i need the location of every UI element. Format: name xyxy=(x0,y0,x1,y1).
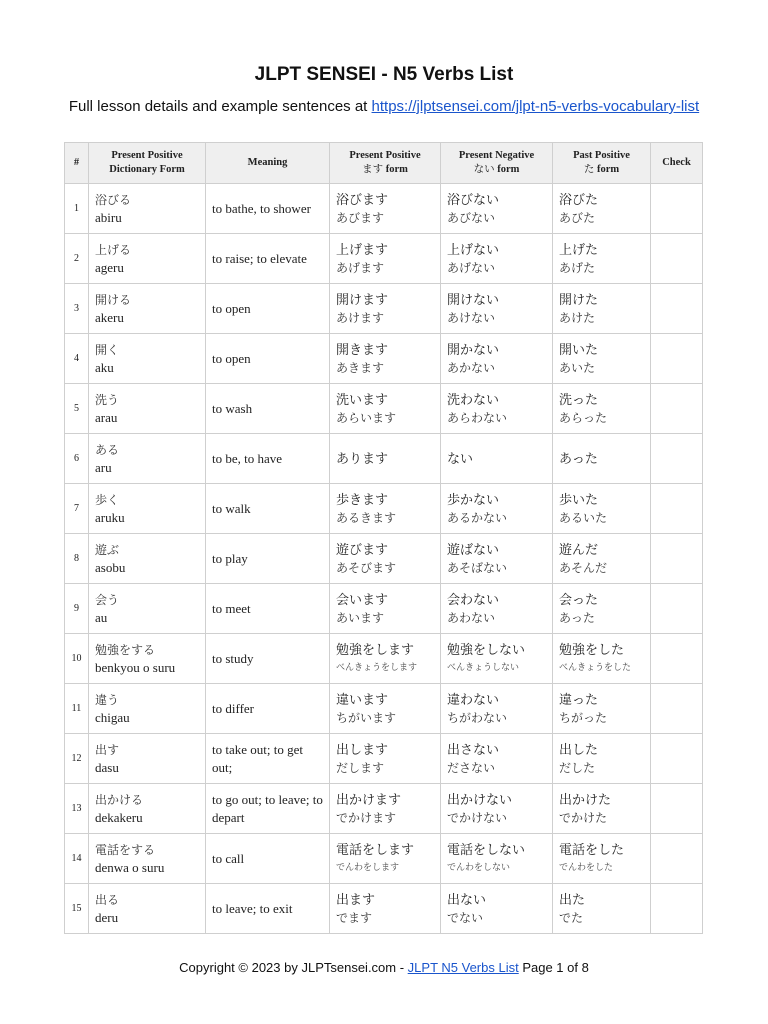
row-number: 10 xyxy=(65,634,89,684)
nai-form-cell xyxy=(441,484,553,534)
meaning-cell: to go out; to leave; to depart xyxy=(206,784,330,834)
header-meaning: Meaning xyxy=(206,143,330,184)
nai-form-kanji: 遊ばない xyxy=(447,541,500,557)
nai-form-cell xyxy=(441,184,553,234)
masu-form-kana: だします xyxy=(336,760,385,775)
table-row xyxy=(65,234,703,284)
check-cell[interactable] xyxy=(651,184,703,234)
masu-form-cell xyxy=(330,634,441,684)
verb-kanji: 上げる xyxy=(95,242,132,257)
verb-kanji: 出す xyxy=(95,742,120,757)
dictionary-form-cell xyxy=(89,484,206,534)
masu-form-kanji: 会います xyxy=(336,591,389,607)
verb-kanji: 浴びる xyxy=(95,192,132,207)
lesson-link[interactable]: https://jlptsensei.com/jlpt-n5-verbs-vocabulary-list xyxy=(371,98,700,115)
dictionary-form-cell xyxy=(89,834,206,884)
ta-form-cell xyxy=(553,584,651,634)
ta-form-cell xyxy=(553,784,651,834)
ta-form-kana: ちがった xyxy=(559,710,608,725)
verb-kanji: 電話をする xyxy=(95,842,156,857)
page-title: JLPT SENSEI - N5 Verbs List xyxy=(254,64,514,85)
page-footer xyxy=(0,960,768,975)
masu-form-cell xyxy=(330,334,441,384)
meaning-cell: to open xyxy=(206,334,330,384)
nai-form-kana: ださない xyxy=(447,760,496,775)
masu-form-cell xyxy=(330,284,441,334)
ta-form-kanji: 浴びた xyxy=(559,191,599,207)
table-row xyxy=(65,684,703,734)
verb-kanji: 開く xyxy=(95,342,120,357)
ta-form-kanji: 開いた xyxy=(559,341,599,357)
nai-form-cell xyxy=(441,684,553,734)
nai-form-kana: あらわない xyxy=(447,410,508,425)
table-row xyxy=(65,484,703,534)
table-row xyxy=(65,334,703,384)
verb-kanji: 勉強をする xyxy=(95,642,156,657)
verb-romaji: dasu xyxy=(95,759,119,775)
dictionary-form-cell xyxy=(89,384,206,434)
masu-form-cell xyxy=(330,584,441,634)
ta-form-kanji: 洗った xyxy=(559,391,599,407)
masu-form-kana: でかけます xyxy=(336,810,397,825)
meaning-cell: to wash xyxy=(206,384,330,434)
ta-form-kanji: 電話をした xyxy=(559,841,625,857)
masu-form-kana: あらいます xyxy=(336,410,397,425)
verb-romaji: asobu xyxy=(95,559,126,575)
row-number: 9 xyxy=(65,584,89,634)
table-row xyxy=(65,634,703,684)
header-num: # xyxy=(65,143,89,184)
nai-form-kanji: 違わない xyxy=(447,691,500,707)
ta-form-kanji: あった xyxy=(559,450,598,466)
nai-form-kanji: 洗わない xyxy=(447,391,500,407)
masu-form-cell xyxy=(330,834,441,884)
ta-form-kana: あいた xyxy=(559,360,596,375)
masu-form-kanji: 浴びます xyxy=(336,191,389,207)
ta-form-kana: あった xyxy=(559,610,595,625)
ta-form-kanji: 違った xyxy=(559,691,599,707)
verb-kanji: ある xyxy=(95,442,120,457)
verb-romaji: akeru xyxy=(95,309,124,325)
dictionary-form-cell xyxy=(89,684,206,734)
check-cell[interactable] xyxy=(651,434,703,484)
ta-form-cell xyxy=(553,634,651,684)
ta-form-cell xyxy=(553,534,651,584)
check-cell[interactable] xyxy=(651,484,703,534)
verb-kanji: 出る xyxy=(95,892,120,907)
table-row xyxy=(65,784,703,834)
ta-form-kana: あげた xyxy=(559,260,596,275)
header-row xyxy=(65,143,703,184)
masu-form-kana: あびます xyxy=(336,210,385,225)
nai-form-cell xyxy=(441,234,553,284)
masu-form-cell xyxy=(330,534,441,584)
verb-kanji: 遊ぶ xyxy=(95,542,120,557)
ta-form-kana: あびた xyxy=(559,210,596,225)
check-cell[interactable] xyxy=(651,784,703,834)
row-number: 3 xyxy=(65,284,89,334)
nai-form-kanji: 歩かない xyxy=(447,491,500,507)
dictionary-form-cell xyxy=(89,734,206,784)
nai-form-kanji: 出ない xyxy=(447,891,487,907)
nai-form-cell xyxy=(441,784,553,834)
masu-form-kana: でんわをします xyxy=(336,862,400,873)
ta-form-kana: でた xyxy=(559,910,584,925)
nai-form-kana: ちがわない xyxy=(447,710,508,725)
row-number: 6 xyxy=(65,434,89,484)
verb-kanji: 違う xyxy=(95,692,120,707)
ta-form-cell xyxy=(553,884,651,934)
nai-form-cell xyxy=(441,884,553,934)
verb-kanji: 会う xyxy=(95,592,120,607)
footer-page: Page 1 of 8 xyxy=(518,960,589,975)
masu-form-cell xyxy=(330,684,441,734)
ta-form-cell xyxy=(553,834,651,884)
nai-form-kanji: ない xyxy=(447,450,474,466)
footer-copyright: Copyright © 2023 by JLPTsensei.com - xyxy=(179,960,408,975)
table-row xyxy=(65,384,703,434)
masu-form-cell xyxy=(330,384,441,434)
masu-form-kana: あきます xyxy=(336,360,385,375)
dictionary-form-cell xyxy=(89,884,206,934)
verb-romaji: ageru xyxy=(95,259,124,275)
nai-form-kanji: 開かない xyxy=(447,341,500,357)
dictionary-form-cell xyxy=(89,234,206,284)
row-number: 2 xyxy=(65,234,89,284)
header-nai-form: Present Negative ない form xyxy=(441,143,553,184)
ta-form-cell xyxy=(553,484,651,534)
table-row xyxy=(65,534,703,584)
nai-form-kanji: 電話をしない xyxy=(447,841,526,857)
nai-form-cell xyxy=(441,434,553,484)
masu-form-cell xyxy=(330,734,441,784)
check-cell[interactable] xyxy=(651,284,703,334)
table-row xyxy=(65,184,703,234)
subtitle xyxy=(0,98,768,115)
nai-form-kana: あびない xyxy=(447,210,496,225)
masu-form-kanji: 勉強をします xyxy=(336,641,415,657)
nai-form-kana: あそばない xyxy=(447,560,508,575)
ta-form-cell xyxy=(553,334,651,384)
ta-form-kana: でんわをした xyxy=(559,862,614,873)
row-number: 12 xyxy=(65,734,89,784)
verb-romaji: aru xyxy=(95,459,112,475)
dictionary-form-cell xyxy=(89,634,206,684)
verbs-table xyxy=(64,142,703,934)
dictionary-form-cell xyxy=(89,434,206,484)
check-cell[interactable] xyxy=(651,584,703,634)
ta-form-kana: あらった xyxy=(559,410,608,425)
nai-form-kana: あるかない xyxy=(447,510,508,525)
dictionary-form-cell xyxy=(89,584,206,634)
table-row xyxy=(65,584,703,634)
nai-form-kanji: 勉強をしない xyxy=(447,641,526,657)
ta-form-kanji: 開けた xyxy=(559,291,599,307)
row-number: 8 xyxy=(65,534,89,584)
nai-form-kanji: 会わない xyxy=(447,591,500,607)
masu-form-kanji: 電話をします xyxy=(336,841,415,857)
ta-form-kana: だした xyxy=(559,760,596,775)
check-cell[interactable] xyxy=(651,334,703,384)
masu-form-cell xyxy=(330,434,441,484)
masu-form-kana: べんきょうをします xyxy=(336,662,418,673)
dictionary-form-cell xyxy=(89,784,206,834)
dictionary-form-cell xyxy=(89,284,206,334)
masu-form-cell xyxy=(330,234,441,284)
meaning-cell: to raise; to elevate xyxy=(206,234,330,284)
table-row xyxy=(65,734,703,784)
verb-kanji: 歩く xyxy=(95,492,120,507)
ta-form-kanji: 出た xyxy=(559,891,586,907)
ta-form-cell xyxy=(553,434,651,484)
nai-form-kana: あわない xyxy=(447,610,496,625)
check-cell[interactable] xyxy=(651,534,703,584)
verb-kanji: 洗う xyxy=(95,392,120,407)
ta-form-kanji: 出した xyxy=(559,741,599,757)
check-cell[interactable] xyxy=(651,384,703,434)
meaning-cell: to call xyxy=(206,834,330,884)
nai-form-kana: でんわをしない xyxy=(447,862,511,873)
meaning-cell: to differ xyxy=(206,684,330,734)
row-number: 4 xyxy=(65,334,89,384)
header-dictionary-form: Present Positive Dictionary Form xyxy=(89,143,206,184)
table-row xyxy=(65,834,703,884)
masu-form-cell xyxy=(330,884,441,934)
meaning-cell: to leave; to exit xyxy=(206,884,330,934)
nai-form-cell xyxy=(441,384,553,434)
nai-form-kanji: 出さない xyxy=(447,741,500,757)
check-cell[interactable] xyxy=(651,684,703,734)
dictionary-form-cell xyxy=(89,184,206,234)
subtitle-text: Full lesson details and example sentences at xyxy=(68,98,372,115)
verb-romaji: denwa o suru xyxy=(95,859,165,875)
meaning-cell: to study xyxy=(206,634,330,684)
verb-romaji: chigau xyxy=(95,709,130,725)
verb-romaji: deru xyxy=(95,909,119,925)
dictionary-form-cell xyxy=(89,334,206,384)
row-number: 7 xyxy=(65,484,89,534)
masu-form-kana: あいます xyxy=(336,610,385,625)
masu-form-cell xyxy=(330,784,441,834)
meaning-cell: to be, to have xyxy=(206,434,330,484)
masu-form-kanji: 出ます xyxy=(336,891,376,907)
meaning-cell: to take out; to get out; xyxy=(206,734,330,784)
nai-form-cell xyxy=(441,734,553,784)
ta-form-kanji: 会った xyxy=(559,591,599,607)
dictionary-form-cell xyxy=(89,534,206,584)
masu-form-kanji: 上げます xyxy=(336,241,389,257)
ta-form-kana: でかけた xyxy=(559,810,608,825)
verb-romaji: aku xyxy=(95,359,114,375)
header-check: Check xyxy=(651,143,703,184)
verb-kanji: 出かける xyxy=(95,792,144,807)
masu-form-kana: ちがいます xyxy=(336,710,397,725)
row-number: 13 xyxy=(65,784,89,834)
ta-form-cell xyxy=(553,234,651,284)
ta-form-cell xyxy=(553,184,651,234)
meaning-cell: to open xyxy=(206,284,330,334)
ta-form-kana: あそんだ xyxy=(559,560,608,575)
masu-form-kanji: 出かけます xyxy=(336,791,402,807)
nai-form-kana: あげない xyxy=(447,260,496,275)
row-number: 15 xyxy=(65,884,89,934)
nai-form-kana: あけない xyxy=(447,310,496,325)
masu-form-kana: あけます xyxy=(336,310,385,325)
ta-form-kanji: 上げた xyxy=(559,241,599,257)
masu-form-kanji: 開きます xyxy=(336,341,389,357)
masu-form-kana: あげます xyxy=(336,260,385,275)
check-cell[interactable] xyxy=(651,234,703,284)
table-row xyxy=(65,884,703,934)
ta-form-kanji: 勉強をした xyxy=(559,641,625,657)
masu-form-kanji: 遊びます xyxy=(336,541,389,557)
meaning-cell: to bathe, to shower xyxy=(206,184,330,234)
nai-form-cell xyxy=(441,634,553,684)
ta-form-kanji: 歩いた xyxy=(559,491,599,507)
ta-form-cell xyxy=(553,284,651,334)
row-number: 1 xyxy=(65,184,89,234)
verb-romaji: abiru xyxy=(95,209,122,225)
nai-form-kanji: 出かけない xyxy=(447,791,513,807)
row-number: 14 xyxy=(65,834,89,884)
ta-form-cell xyxy=(553,384,651,434)
meaning-cell: to meet xyxy=(206,584,330,634)
masu-form-kanji: 開けます xyxy=(336,291,389,307)
ta-form-kana: あけた xyxy=(559,310,596,325)
masu-form-kana: あるきます xyxy=(336,510,397,525)
footer-link[interactable]: JLPT N5 Verbs List xyxy=(407,960,519,975)
nai-form-cell xyxy=(441,534,553,584)
masu-form-kanji: 違います xyxy=(336,691,389,707)
meaning-cell: to walk xyxy=(206,484,330,534)
nai-form-kana: あかない xyxy=(447,360,496,375)
verb-kanji: 開ける xyxy=(95,292,132,307)
ta-form-kana: べんきょうをした xyxy=(559,662,632,673)
header-masu-form: Present Positive ます form xyxy=(330,143,441,184)
masu-form-cell xyxy=(330,484,441,534)
masu-form-kanji: 出します xyxy=(336,741,389,757)
ta-form-kanji: 出かけた xyxy=(559,791,612,807)
table-row xyxy=(65,284,703,334)
masu-form-kanji: 洗います xyxy=(336,391,389,407)
verb-romaji: benkyou o suru xyxy=(95,659,176,675)
check-cell[interactable] xyxy=(651,734,703,784)
meaning-cell: to play xyxy=(206,534,330,584)
nai-form-kanji: 浴びない xyxy=(447,191,500,207)
header-ta-form: Past Positive た form xyxy=(553,143,651,184)
ta-form-cell xyxy=(553,684,651,734)
row-number: 5 xyxy=(65,384,89,434)
nai-form-cell xyxy=(441,334,553,384)
nai-form-cell xyxy=(441,834,553,884)
nai-form-kana: べんきょうしない xyxy=(447,662,520,673)
ta-form-kanji: 遊んだ xyxy=(559,541,599,557)
masu-form-kanji: あります xyxy=(336,450,389,466)
nai-form-kana: でかけない xyxy=(447,810,508,825)
nai-form-cell xyxy=(441,284,553,334)
masu-form-kana: でます xyxy=(336,910,373,925)
row-number: 11 xyxy=(65,684,89,734)
nai-form-kanji: 上げない xyxy=(447,241,500,257)
nai-form-kana: でない xyxy=(447,910,484,925)
table-row xyxy=(65,434,703,484)
verb-romaji: au xyxy=(95,609,108,625)
ta-form-cell xyxy=(553,734,651,784)
masu-form-cell xyxy=(330,184,441,234)
verb-romaji: dekakeru xyxy=(95,809,143,825)
check-cell[interactable] xyxy=(651,834,703,884)
masu-form-kana: あそびます xyxy=(336,560,397,575)
verb-romaji: arau xyxy=(95,409,118,425)
masu-form-kanji: 歩きます xyxy=(336,491,389,507)
ta-form-kana: あるいた xyxy=(559,510,608,525)
nai-form-cell xyxy=(441,584,553,634)
check-cell[interactable] xyxy=(651,884,703,934)
check-cell[interactable] xyxy=(651,634,703,684)
nai-form-kanji: 開けない xyxy=(447,291,500,307)
verb-romaji: aruku xyxy=(95,509,125,525)
